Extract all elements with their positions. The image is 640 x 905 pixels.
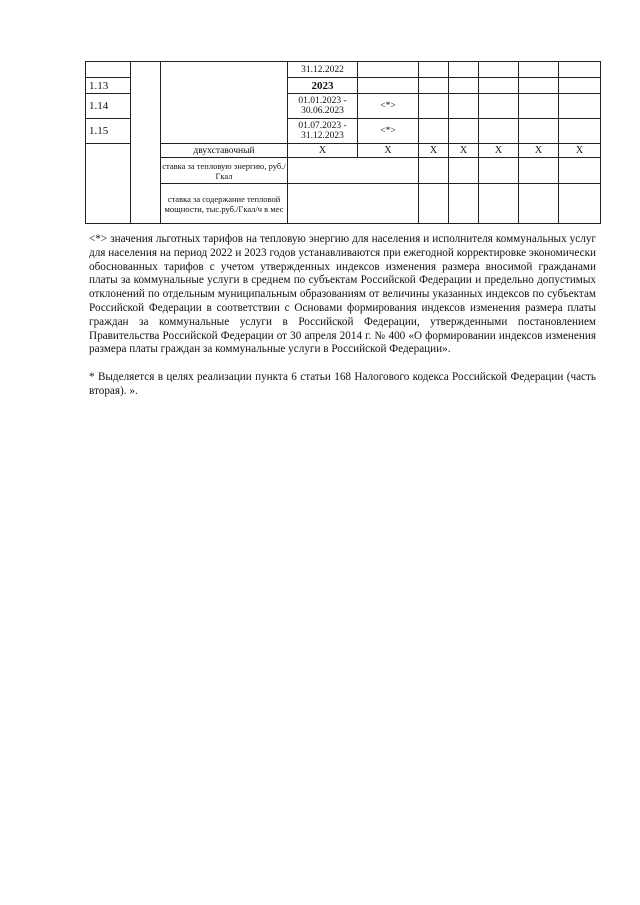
tariff-type-label: двухставочный <box>161 144 288 158</box>
period-cell: 31.12.2022 <box>288 62 358 78</box>
footnote-tax: * Выделяется в целях реализации пункта 6 статьи 168 Налогового кодекса Российской Федерации (часть вторая). ». <box>89 371 596 397</box>
merged-blank-cell <box>131 62 161 224</box>
num-cell <box>86 62 131 78</box>
row-number: 1.13 <box>86 78 131 94</box>
merged-name-cell <box>161 62 288 144</box>
table-row <box>86 184 601 224</box>
mark-cell: <*> <box>358 119 419 144</box>
rate-label: ставка за содержание тепловой мощности, тыс.руб./Гкал/ч в мес <box>161 184 288 224</box>
rate-label: ставка за тепловую энергию, руб./Гкал <box>161 158 288 184</box>
x-cell: X <box>419 144 449 158</box>
tariff-table <box>85 61 601 224</box>
x-cell: X <box>559 144 601 158</box>
year-cell: 2023 <box>288 78 358 94</box>
table-row <box>86 62 601 78</box>
table-row <box>86 158 601 184</box>
num-cell <box>86 144 131 224</box>
x-cell: X <box>288 144 358 158</box>
x-cell: X <box>358 144 419 158</box>
x-cell: X <box>479 144 519 158</box>
period-cell: 01.07.2023 - 31.12.2023 <box>288 119 358 144</box>
footnote-tariffs: <*> значения льготных тарифов на тепловую энергию для населения и исполнителя коммунальных услуг для населения на период 2022 и 2023 годов устанавливаются при ежегодной корректировке экономически обоснованных тарифов с учетом утвержденных индексов изменения размера вносимой гражданами платы за коммунальные услуги в среднем по субъектам Российской Федерации и предельно допустимых отклонений по отдельным муниципальным образованиям от величины указанных индексов по субъектам Российской Федерации в соответствии с Основами формирования индексов изменения размера платы граждан за коммунальные услуги в Российской Федерации, утвержденными постановлением Правительства Российской Федерации от 30 апреля 2014 г. № 400 «О формировании индексов изменения размера платы граждан за коммунальные услуги в Российской Федерации». <box>89 233 596 356</box>
row-number: 1.14 <box>86 94 131 119</box>
footnotes <box>89 233 596 399</box>
x-cell: X <box>519 144 559 158</box>
x-cell: X <box>449 144 479 158</box>
mark-cell: <*> <box>358 94 419 119</box>
table-row <box>86 144 601 158</box>
period-cell: 01.01.2023 - 30.06.2023 <box>288 94 358 119</box>
row-number: 1.15 <box>86 119 131 144</box>
